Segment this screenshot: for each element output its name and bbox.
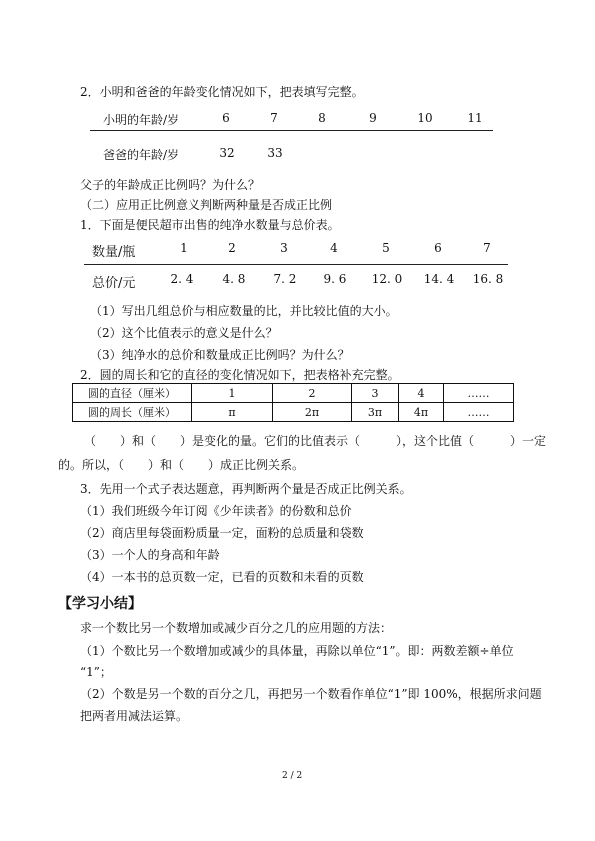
age-row1-value: 10 [417,111,433,125]
question-3-sub-2: （2）商店里每袋面粉质量一定，面粉的总质量和袋数 [80,526,364,540]
summary-title: 【学习小结】 [58,596,142,612]
question-1-sub-2: （2）这个比值表示的意义是什么？ [90,326,278,340]
table-cell: 圆的周长（厘米） [73,403,192,422]
age-row1-value: 6 [222,111,230,125]
question-3-sub-3: （3）一个人的身高和年龄 [80,548,220,562]
table-divider [90,130,493,131]
table-cell: 4 [399,384,444,403]
fill-blank-line-1: （ ）和（ ）是变化的量。它们的比值表示（ ），这个比值（ ）一定 [84,434,547,448]
table-cell: 1 [192,384,273,403]
age-row1-value: 11 [467,111,483,125]
table-cell: 4π [399,403,444,422]
table-row [73,403,514,422]
summary-point-1: （1）个数比另一个数增加或减少的具体量，再除以单位“1”。即：两数差额÷单位 [80,644,514,658]
water-row1-value: 2 [228,241,236,255]
question-2-title: 2．小明和爸爸的年龄变化情况如下，把表填写完整。 [80,85,364,99]
water-row2-value: 16. 8 [472,272,504,286]
table-cell: …… [444,403,514,422]
water-row2-value: 14. 4 [423,272,455,286]
table-cell: 圆的直径（厘米） [73,384,192,403]
summary-point-2-cont: 把两者用减法运算。 [80,709,189,723]
water-row1-value: 5 [382,241,390,255]
water-row2-label: 总价/元 [92,276,136,291]
water-row2-value: 12. 0 [371,272,403,286]
question-1-title: 1．下面是便民超市出售的纯净水数量与总价表。 [80,218,340,232]
age-row2-label: 爸爸的年龄/岁 [103,148,180,162]
water-row1-label: 数量/瓶 [92,245,136,260]
water-row2-value: 4. 8 [222,272,246,286]
question-2b-title: 2．圆的周长和它的直径的变化情况如下，把表格补充完整。 [80,368,400,382]
table-cell: π [192,403,273,422]
section-2-title: （二）应用正比例意义判断两种量是否成正比例 [80,198,333,212]
age-row2-value: 33 [267,146,283,160]
table-divider [84,264,508,265]
age-row2-value: 32 [219,146,235,160]
age-row1-value: 7 [270,111,278,125]
summary-intro: 求一个数比另一个数增加或减少百分之几的应用题的方法： [80,621,393,635]
question-3-title: 3．先用一个式子表达题意，再判断两个量是否成正比例关系。 [80,482,412,496]
page-number: 2 / 2 [282,771,303,781]
water-row2-value: 9. 6 [323,272,347,286]
table-cell: 3π [352,403,399,422]
table-cell: 3 [352,384,399,403]
age-row1-value: 8 [318,111,326,125]
summary-point-1-cont: “1”； [80,665,112,679]
table-cell: 2 [273,384,352,403]
question-2-ask: 父子的年龄成正比例吗？为什么？ [80,178,261,192]
question-1-sub-1: （1）写出几组总价与相应数量的比，并比较比值的大小。 [90,304,398,318]
age-row1-label: 小明的年龄/岁 [103,113,180,127]
question-1-sub-3: （3）纯净水的总价和数量成正比例吗？为什么？ [90,348,350,362]
water-row1-value: 3 [280,241,288,255]
fill-blank-line-2: 的。所以，（ ）和（ ）成正比例关系。 [58,458,305,472]
water-row2-value: 7. 2 [273,272,297,286]
question-3-sub-4: （4）一本书的总页数一定，已看的页数和未看的页数 [80,570,364,584]
table-cell: …… [444,384,514,403]
table-cell: 2π [273,403,352,422]
water-row1-value: 7 [483,241,491,255]
question-3-sub-1: （1）我们班级今年订阅《少年读者》的份数和总价 [80,504,352,518]
circle-table [72,383,514,422]
summary-point-2: （2）个数是另一个数的百分之几，再把另一个数看作单位“1”即 100%，根据所求问题 [80,687,542,701]
table-row [73,384,514,403]
water-row2-value: 2. 4 [170,272,194,286]
water-row1-value: 6 [434,241,442,255]
water-row1-value: 4 [330,241,338,255]
age-row1-value: 9 [369,111,377,125]
water-row1-value: 1 [180,241,188,255]
